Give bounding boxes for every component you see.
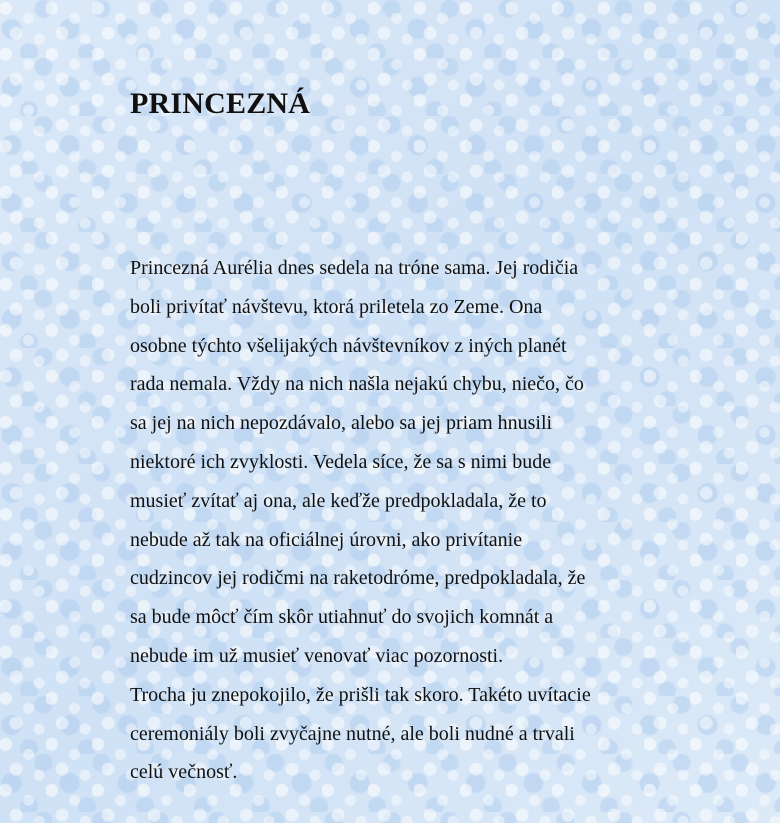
story-line: nebude im už musieť venovať viac pozornosti. <box>130 644 504 667</box>
story-line: nebude až tak na oficiálnej úrovni, ako privítanie <box>130 528 523 551</box>
story-text <box>130 249 660 792</box>
story-line: Princezná Aurélia dnes sedela na tróne sama. Jej rodičia <box>130 257 579 279</box>
story-line: rada nemala. Vždy na nich našla nejakú chybu, niečo, čo <box>130 373 584 396</box>
story-line: sa jej na nich nepozdávalo, alebo sa jej priam hnusili <box>130 412 553 435</box>
story-line: sa bude môcť čím skôr utiahnuť do svojich komnát a <box>130 606 554 629</box>
story-line: osobne týchto všelijakých návštevníkov z iných planét <box>130 334 567 357</box>
story-line: celú večnosť. <box>130 761 238 784</box>
story-line: niektoré ich zvyklosti. Vedela síce, že sa s nimi bude <box>130 450 552 473</box>
story-line: Trocha ju znepokojilo, že prišli tak skoro. Takéto uvítacie <box>130 683 591 706</box>
document-title: PRINCEZNÁ <box>130 87 311 120</box>
story-line: ceremoniály boli zvyčajne nutné, ale boli nudné a trvali <box>130 722 575 745</box>
story-line: musieť zvítať aj ona, ale keďže predpokladala, že to <box>130 489 547 512</box>
story-line: cudzincov jej rodičmi na raketodróme, predpokladala, že <box>130 567 586 590</box>
story-line: boli privítať návštevu, ktorá priletela zo Zeme. Ona <box>130 295 543 318</box>
